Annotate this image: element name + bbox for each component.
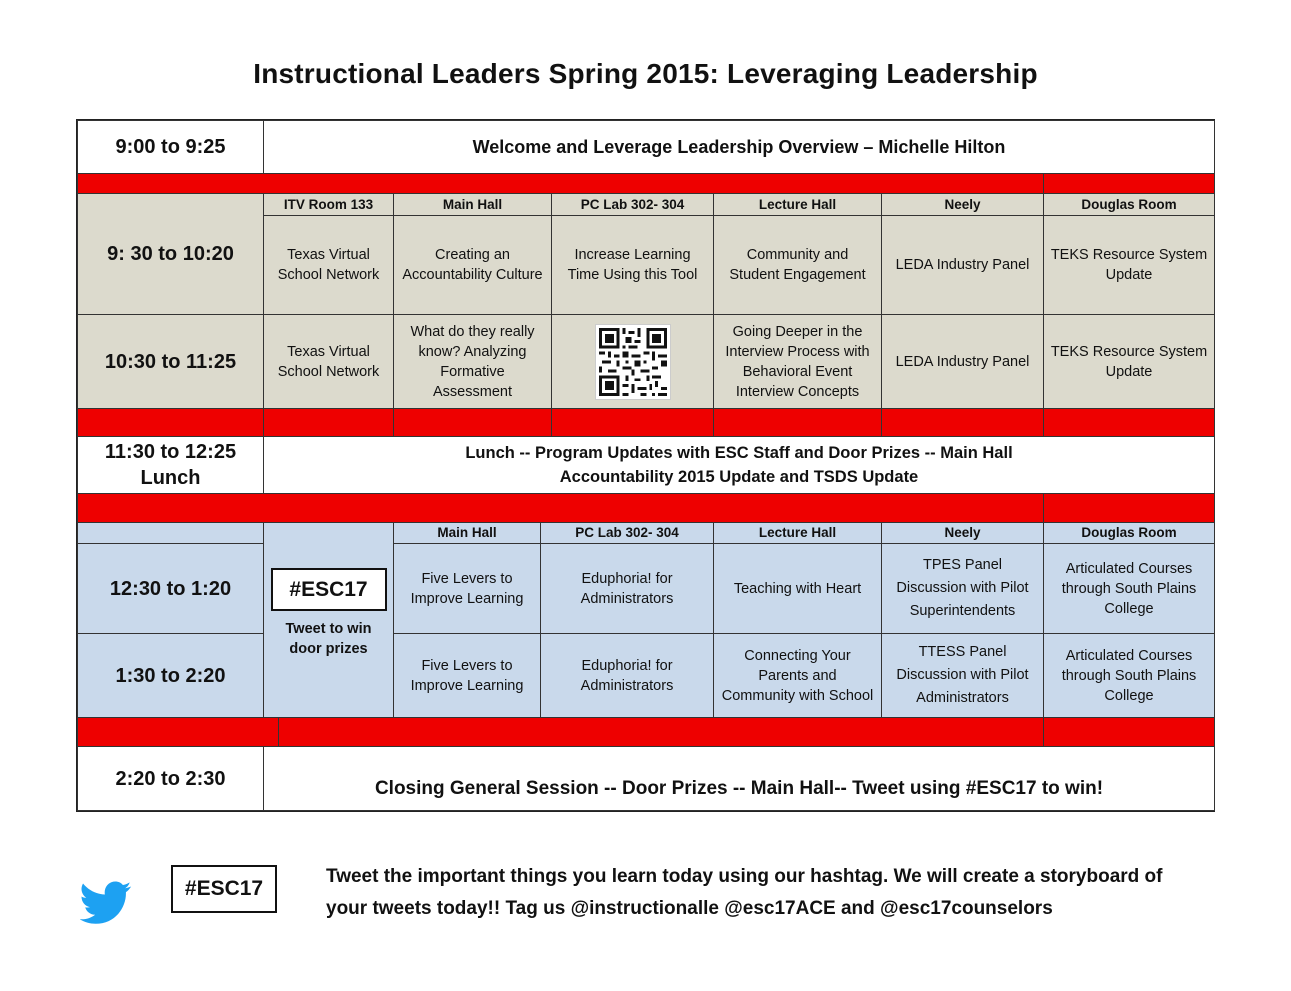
divider-bar (1043, 408, 1215, 437)
qr-code-icon[interactable] (595, 324, 671, 400)
lunch-label: Lunch (140, 467, 201, 489)
room-header: Lecture Hall (713, 522, 882, 544)
session-cell: Teaching with Heart (713, 543, 882, 634)
time-block-3: 12:30 to 1:20 (77, 543, 264, 634)
room-header: Neely (881, 522, 1044, 544)
welcome-session: Welcome and Leverage Leadership Overview – Michelle Hilton (263, 120, 1215, 174)
divider-bar (393, 408, 552, 437)
schedule-table (76, 119, 1215, 812)
room-header: Neely (881, 193, 1044, 216)
lunch-line-2: Accountability 2015 Update and TSDS Update (559, 468, 919, 486)
hashtag-cell (263, 522, 394, 718)
divider-bar (77, 493, 1044, 523)
time-welcome: 9:00 to 9:25 (77, 120, 264, 174)
lunch-time: 11:30 to 12:25 (104, 441, 237, 463)
session-cell: Articulated Courses through South Plains College (1043, 633, 1215, 718)
session-cell: TEKS Resource System Update (1043, 215, 1215, 315)
lunch-session (263, 436, 1215, 494)
footer-line-1: Tweet the important things you learn today using our hashtag. We will create a storyboard of (326, 866, 1163, 887)
tweet-note: Tweet to win door prizes (285, 621, 372, 657)
twitter-bird-icon[interactable] (80, 880, 132, 926)
divider-bar (77, 408, 264, 437)
closing-session (263, 746, 1215, 811)
session-cell: Going Deeper in the Interview Process with Behavioral Event Interview Concepts (713, 314, 882, 409)
room-header: Lecture Hall (713, 193, 882, 216)
session-cell: Eduphoria! for Administrators (540, 543, 714, 634)
time-block-1: 9: 30 to 10:20 (77, 193, 264, 315)
time-lunch (77, 436, 264, 494)
room-header: Douglas Room (1043, 522, 1215, 544)
session-cell: LEDA Industry Panel (881, 215, 1044, 315)
lunch-line-1: Lunch -- Program Updates with ESC Staff and Door Prizes -- Main Hall (465, 444, 1013, 462)
closing-text: Closing General Session -- Door Prizes -- Main Hall-- Tweet using #ESC17 to win! (374, 778, 1104, 799)
session-cell: Creating an Accountability Culture (393, 215, 552, 315)
session-cell: LEDA Industry Panel (881, 314, 1044, 409)
page-title: Instructional Leaders Spring 2015: Leveraging Leadership (253, 58, 1038, 89)
room-header: PC Lab 302- 304 (551, 193, 714, 216)
session-cell: Articulated Courses through South Plains College (1043, 543, 1215, 634)
session-cell: Eduphoria! for Administrators (540, 633, 714, 718)
session-cell: TTESS Panel Discussion with Pilot Administrators (881, 633, 1044, 718)
session-cell: TPES Panel Discussion with Pilot Superintendents (881, 543, 1044, 634)
session-cell: Five Levers to Improve Learning (393, 633, 541, 718)
footer-hashtag-box: #ESC17 (171, 865, 277, 913)
room-header: Douglas Room (1043, 193, 1215, 216)
divider-bar (1043, 173, 1215, 194)
footer-line-2: your tweets today!! Tag us @instructionalle @esc17ACE and @esc17counselors (326, 898, 1053, 919)
room-header: ITV Room 133 (263, 193, 394, 216)
session-cell: Community and Student Engagement (713, 215, 882, 315)
room-header: PC Lab 302- 304 (540, 522, 714, 544)
session-cell-qr (551, 314, 714, 409)
divider-bar (713, 408, 882, 437)
hashtag-box: #ESC17 (271, 568, 387, 611)
session-cell: What do they really know? Analyzing Formative Assessment (393, 314, 552, 409)
divider-bar (77, 717, 279, 747)
session-cell: Connecting Your Parents and Community with School (713, 633, 882, 718)
divider-bar (263, 408, 394, 437)
divider-bar (278, 717, 1044, 747)
session-cell: Texas Virtual School Network (263, 215, 394, 315)
divider-bar (1043, 717, 1215, 747)
session-cell: TEKS Resource System Update (1043, 314, 1215, 409)
footer-message (326, 861, 1236, 925)
session-cell: Five Levers to Improve Learning (393, 543, 541, 634)
session-cell: Increase Learning Time Using this Tool (551, 215, 714, 315)
divider-bar (1043, 493, 1215, 523)
divider-bar (551, 408, 714, 437)
divider-bar (881, 408, 1044, 437)
divider-bar (77, 173, 1044, 194)
time-block-4: 1:30 to 2:20 (77, 633, 264, 718)
spacer-cell (77, 522, 264, 544)
session-cell: Texas Virtual School Network (263, 314, 394, 409)
room-header: Main Hall (393, 522, 541, 544)
time-block-2: 10:30 to 11:25 (77, 314, 264, 409)
time-closing: 2:20 to 2:30 (77, 746, 264, 811)
room-header: Main Hall (393, 193, 552, 216)
